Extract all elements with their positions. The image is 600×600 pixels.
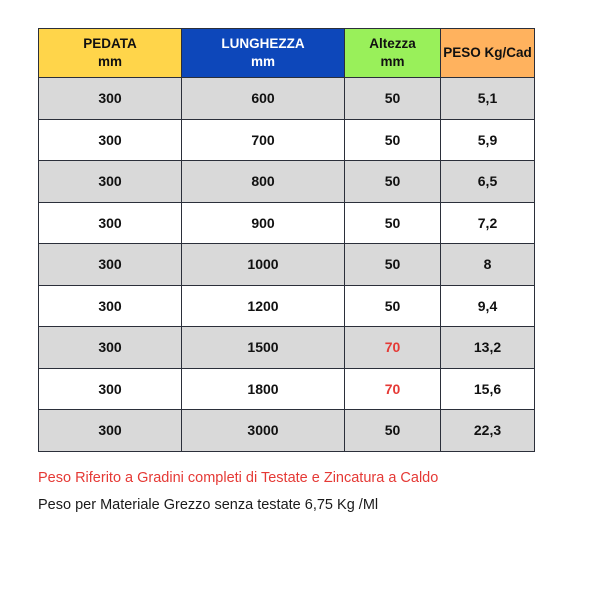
cell-pedata: 300 (39, 368, 182, 410)
note-zincatura: Peso Riferito a Gradini completi di Testate e Zincatura a Caldo (38, 470, 439, 486)
header-lunghezza-label: LUNGHEZZA (221, 36, 305, 51)
header-lunghezza (182, 29, 345, 78)
cell-lunghezza: 1000 (182, 244, 345, 286)
table-row (39, 368, 535, 410)
header-pedata-label: PEDATA (83, 36, 137, 51)
header-lunghezza-unit: mm (250, 54, 275, 69)
cell-altezza: 50 (345, 202, 441, 244)
cell-pedata: 300 (39, 285, 182, 327)
cell-lunghezza: 800 (182, 161, 345, 203)
cell-pedata: 300 (39, 202, 182, 244)
cell-pedata: 300 (39, 161, 182, 203)
table-row (39, 202, 535, 244)
header-altezza-unit: mm (380, 54, 405, 69)
cell-altezza: 50 (345, 119, 441, 161)
header-altezza-label: Altezza (369, 36, 416, 51)
cell-pedata: 300 (39, 78, 182, 120)
cell-altezza: 70 (345, 327, 441, 369)
cell-lunghezza: 3000 (182, 410, 345, 452)
header-peso-label: PESO Kg/Cad (443, 45, 532, 60)
table-row (39, 244, 535, 286)
header-pedata (39, 29, 182, 78)
cell-pedata: 300 (39, 244, 182, 286)
cell-pedata: 300 (39, 119, 182, 161)
cell-lunghezza: 1800 (182, 368, 345, 410)
cell-lunghezza: 1500 (182, 327, 345, 369)
note-materiale-grezzo: Peso per Materiale Grezzo senza testate 6,75 Kg /Ml (38, 497, 379, 513)
cell-peso: 5,9 (441, 119, 535, 161)
cell-altezza: 50 (345, 78, 441, 120)
cell-peso: 7,2 (441, 202, 535, 244)
cell-peso: 15,6 (441, 368, 535, 410)
header-pedata-unit: mm (97, 54, 122, 69)
cell-lunghezza: 700 (182, 119, 345, 161)
table-row (39, 119, 535, 161)
cell-altezza: 50 (345, 410, 441, 452)
cell-peso: 6,5 (441, 161, 535, 203)
header-peso (441, 29, 535, 78)
table-row (39, 78, 535, 120)
cell-lunghezza: 1200 (182, 285, 345, 327)
table-row (39, 285, 535, 327)
cell-pedata: 300 (39, 327, 182, 369)
weight-table (38, 28, 535, 452)
table-row (39, 161, 535, 203)
table-row (39, 327, 535, 369)
cell-altezza: 50 (345, 244, 441, 286)
header-row (39, 29, 535, 78)
cell-peso: 9,4 (441, 285, 535, 327)
cell-peso: 5,1 (441, 78, 535, 120)
cell-altezza: 70 (345, 368, 441, 410)
cell-lunghezza: 900 (182, 202, 345, 244)
cell-peso: 8 (441, 244, 535, 286)
header-altezza (345, 29, 441, 78)
cell-altezza: 50 (345, 285, 441, 327)
cell-pedata: 300 (39, 410, 182, 452)
table-row (39, 410, 535, 452)
cell-lunghezza: 600 (182, 78, 345, 120)
cell-peso: 13,2 (441, 327, 535, 369)
cell-peso: 22,3 (441, 410, 535, 452)
cell-altezza: 50 (345, 161, 441, 203)
